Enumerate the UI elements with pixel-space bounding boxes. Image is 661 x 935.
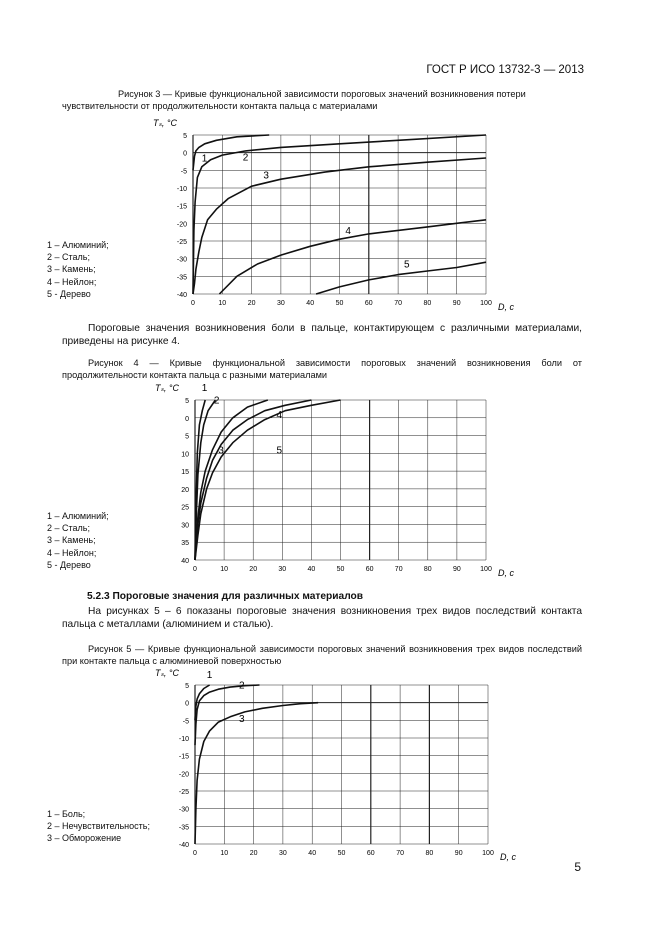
- figure-3-caption-line1: Рисунок 3 — Кривые функциональной зависимости пороговых значений возникновения потери: [118, 89, 526, 99]
- x-tick-label: 50: [335, 300, 344, 307]
- x-axis-label: D, с: [500, 852, 517, 862]
- series-label-1: 1: [206, 669, 213, 681]
- x-tick-label: 90: [452, 300, 461, 307]
- x-tick-label: 30: [278, 566, 287, 573]
- series-line-4: [219, 220, 486, 294]
- series-label-2: 2: [238, 680, 245, 692]
- series-label-5: 5: [276, 445, 283, 457]
- y-axis-label: Tₛ, °C: [153, 118, 177, 128]
- figure-4-legend: [47, 510, 109, 571]
- x-tick-label: 80: [423, 300, 432, 307]
- legend-item: 2 – Нечувствительность;: [47, 821, 150, 832]
- legend-item: 4 – Нейлон;: [47, 276, 97, 287]
- series-label-4: 4: [276, 409, 283, 421]
- x-tick-label: 10: [220, 850, 229, 857]
- figure-3-caption: [62, 88, 570, 112]
- grid: [193, 135, 486, 294]
- x-tick-label: 40: [308, 850, 317, 857]
- figure-4-chart: [150, 381, 530, 581]
- y-tick-label: 5: [183, 133, 187, 140]
- series-label-3: 3: [218, 445, 224, 457]
- figure-3-chart: [150, 116, 530, 316]
- page-number: 5: [574, 860, 581, 874]
- x-tick-label: 20: [249, 850, 258, 857]
- x-tick-label: 50: [336, 566, 345, 573]
- legend-item: 2 – Сталь;: [47, 252, 90, 263]
- figure-3-legend: [47, 239, 109, 300]
- y-tick-label: -15: [178, 753, 189, 761]
- y-tick-label: -40: [178, 842, 189, 849]
- y-tick-label: 0: [183, 150, 187, 158]
- x-tick-label: 0: [191, 300, 195, 307]
- legend-item: 3 – Камень;: [47, 264, 96, 275]
- x-tick-label: 0: [193, 850, 197, 857]
- x-tick-label: 100: [480, 566, 492, 573]
- y-tick-label: -35: [176, 274, 187, 282]
- x-tick-label: 100: [480, 300, 492, 307]
- y-tick-label: 10: [181, 451, 189, 459]
- grid: [195, 685, 488, 844]
- series-label-1: 1: [201, 383, 208, 395]
- x-tick-label: 50: [337, 850, 346, 857]
- figure-5-caption: Рисунок 5 — Кривые функциональной зависимости пороговых значений возникновения трех видов последствий при контакте пальца с алюминиевой поверхностью: [62, 644, 582, 666]
- x-tick-label: 30: [279, 850, 287, 857]
- y-tick-label: -20: [178, 771, 189, 779]
- x-axis-label: D, с: [498, 568, 515, 578]
- x-tick-label: 60: [364, 300, 373, 307]
- y-tick-label: -25: [176, 239, 187, 246]
- legend-item: 3 – Обморожение: [47, 833, 122, 844]
- x-tick-label: 60: [365, 566, 374, 573]
- x-axis-label: D, с: [498, 302, 515, 312]
- y-tick-label: -15: [176, 203, 187, 211]
- x-tick-label: 90: [454, 850, 463, 857]
- x-tick-label: 100: [482, 850, 494, 857]
- y-tick-label: -5: [180, 168, 187, 176]
- y-tick-label: 40: [181, 558, 189, 565]
- x-tick-label: 70: [396, 850, 404, 857]
- x-tick-label: 0: [193, 566, 197, 573]
- legend-item: 3 – Камень;: [47, 535, 96, 546]
- y-tick-label: -5: [182, 718, 189, 726]
- grid: [195, 400, 486, 560]
- y-tick-label: -30: [178, 806, 189, 814]
- series-line-5: [195, 400, 341, 560]
- figure-5-legend: [47, 808, 150, 845]
- y-tick-label: -40: [176, 292, 187, 299]
- y-tick-label: 5: [185, 398, 189, 405]
- x-tick-label: 20: [247, 300, 256, 307]
- series-label-3: 3: [263, 170, 269, 182]
- legend-item: 1 – Боль;: [47, 809, 86, 819]
- series-line-5: [316, 259, 486, 294]
- series-label-4: 4: [345, 225, 351, 237]
- y-tick-label: -30: [176, 256, 187, 264]
- legend-item: 5 - Дерево: [47, 559, 91, 570]
- x-tick-label: 80: [423, 566, 432, 573]
- y-tick-label: -10: [178, 736, 189, 743]
- y-axis-label: Tₛ, °C: [155, 383, 179, 393]
- x-tick-label: 40: [307, 566, 316, 573]
- y-tick-label: 15: [181, 469, 189, 477]
- x-tick-label: 20: [249, 566, 258, 573]
- y-tick-label: -20: [176, 221, 187, 229]
- legend-item: 2 – Сталь;: [47, 523, 90, 534]
- x-tick-label: 30: [277, 300, 285, 307]
- y-tick-label: 0: [185, 415, 189, 423]
- legend-item: 1 – Алюминий;: [47, 240, 109, 250]
- x-tick-label: 10: [218, 300, 227, 307]
- paragraph-2: На рисунках 5 – 6 показаны пороговые значения возникновения трех видов последствий контакта пальца с металлами (алюминием и сталью).: [62, 606, 582, 630]
- series-label-3: 3: [238, 714, 245, 726]
- legend-item: 4 – Нейлон;: [47, 547, 97, 558]
- y-axis-label: Tₛ, °C: [155, 668, 179, 678]
- section-heading: 5.2.3 Пороговые значения для различных материалов: [87, 591, 364, 602]
- y-tick-label: -10: [176, 186, 187, 193]
- series-line-2: [195, 685, 260, 745]
- y-tick-label: 25: [181, 504, 189, 512]
- document-header: ГОСТ Р ИСО 13732-3 — 2013: [426, 64, 584, 76]
- x-tick-label: 80: [425, 850, 434, 857]
- y-tick-label: -35: [178, 824, 189, 832]
- y-tick-label: 5: [185, 433, 189, 441]
- y-tick-label: -25: [178, 789, 189, 796]
- legend-item: 5 - Дерево: [47, 288, 91, 299]
- x-tick-label: 70: [394, 566, 403, 573]
- y-tick-label: 0: [185, 700, 189, 708]
- series-label-2: 2: [213, 395, 220, 407]
- figure-4-caption: Рисунок 4 — Кривые функциональной зависимости пороговых значений возникновения боли от продолжительности контакта пальца с разными материалами: [62, 358, 582, 380]
- x-tick-label: 60: [366, 850, 375, 857]
- series-label-5: 5: [403, 259, 410, 271]
- x-tick-label: 40: [306, 300, 315, 307]
- paragraph-1: Пороговые значения возникновения боли в пальце, контактирующем с различными материалами, приведены на рисунке 4.: [62, 323, 582, 347]
- y-tick-label: 20: [181, 486, 189, 494]
- y-tick-label: 35: [181, 540, 189, 548]
- series-label-2: 2: [242, 152, 249, 164]
- figure-3-caption-line2: чувствительности от продолжительности контакта пальца с материалами: [62, 101, 378, 111]
- series-label-1: 1: [201, 153, 208, 165]
- x-tick-label: 10: [220, 566, 228, 573]
- x-tick-label: 70: [394, 300, 402, 307]
- y-tick-label: 5: [185, 683, 189, 690]
- figure-5-chart: [150, 666, 530, 866]
- y-tick-label: 30: [181, 522, 189, 530]
- x-tick-label: 90: [453, 566, 461, 573]
- legend-item: 1 – Алюминий;: [47, 511, 109, 521]
